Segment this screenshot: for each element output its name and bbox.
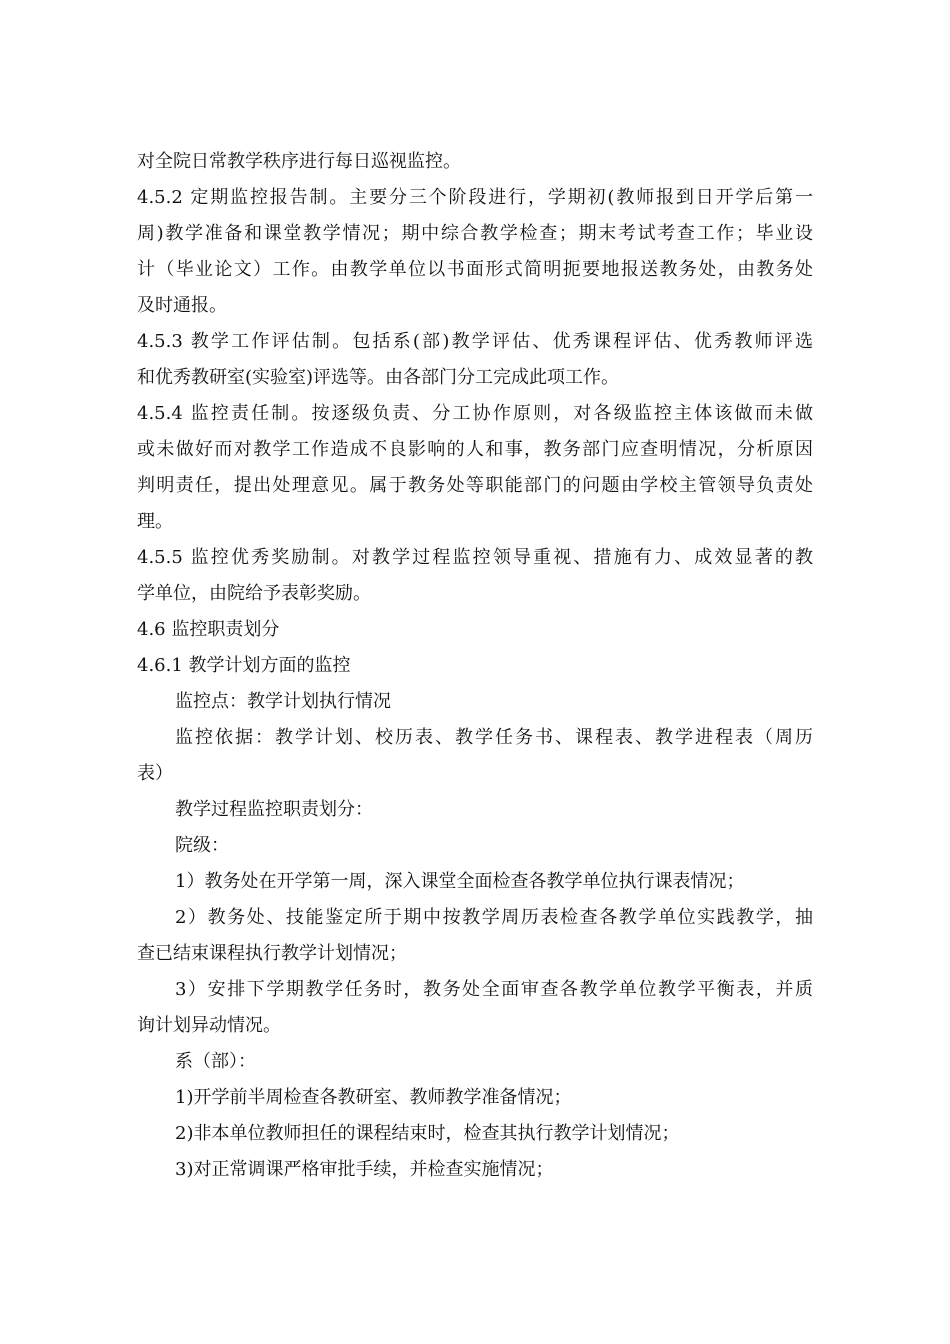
text-line	[137, 756, 813, 792]
text-line	[137, 828, 813, 864]
text-line-content: 1)开学前半周检查各教研室、教师教学准备情况；	[175, 1087, 572, 1108]
text-line	[137, 468, 813, 504]
text-line-content: 4.5.3 教学工作评估制。包括系(部)教学评估、优秀课程评估、优秀教师评选	[137, 331, 813, 352]
text-line	[137, 144, 813, 180]
text-line	[137, 396, 813, 432]
text-line	[137, 432, 813, 468]
text-line	[137, 1008, 813, 1044]
text-line-content: 周)教学准备和课堂教学情况；期中综合教学检查；期末考试考查工作；毕业设	[137, 223, 813, 244]
document-body	[137, 144, 813, 1188]
text-line	[137, 792, 813, 828]
text-line	[137, 252, 813, 288]
text-line-content: 3）安排下学期教学任务时，教务处全面审查各教学单位教学平衡表，并质	[175, 979, 813, 1000]
text-line-content: 学单位，由院给予表彰奖励。	[137, 583, 371, 604]
text-line	[137, 288, 813, 324]
text-line-content: 系（部）：	[175, 1051, 256, 1072]
text-line-content: 2）教务处、技能鉴定所于期中按教学周历表检查各教学单位实践教学，抽	[175, 907, 813, 928]
text-line-content: 监控依据：教学计划、校历表、教学任务书、课程表、教学进程表（周历	[175, 727, 813, 748]
text-line	[137, 1044, 813, 1080]
text-line-content: 3)对正常调课严格审批手续，并检查实施情况；	[175, 1159, 554, 1180]
text-line-content: 对全院日常教学秩序进行每日巡视监控。	[137, 151, 461, 172]
text-line-content: 查已结束课程执行教学计划情况；	[137, 943, 407, 964]
text-line-content: 院级：	[175, 835, 229, 856]
text-line-content: 理。	[137, 511, 173, 532]
text-line	[137, 684, 813, 720]
text-line-content: 监控点：教学计划执行情况	[175, 691, 391, 712]
text-line	[137, 900, 813, 936]
text-line	[137, 720, 813, 756]
text-line	[137, 360, 813, 396]
text-line	[137, 216, 813, 252]
text-line-content: 4.6 监控职责划分	[137, 619, 280, 640]
text-line	[137, 936, 813, 972]
text-line	[137, 1116, 813, 1152]
text-line-content: 计（毕业论文）工作。由教学单位以书面形式简明扼要地报送教务处，由教务处	[137, 259, 813, 280]
text-line-content: 表）	[137, 763, 173, 784]
text-line-content: 及时通报。	[137, 295, 227, 316]
text-line	[137, 180, 813, 216]
text-line-content: 4.5.4 监控责任制。按逐级负责、分工协作原则，对各级监控主体该做而未做	[137, 403, 813, 424]
text-line-content: 教学过程监控职责划分：	[175, 799, 373, 820]
text-line-content: 4.6.1 教学计划方面的监控	[137, 655, 351, 676]
text-line	[137, 1152, 813, 1188]
text-line-content: 4.5.5 监控优秀奖励制。对教学过程监控领导重视、措施有力、成效显著的教	[137, 547, 813, 568]
text-line-content: 2)非本单位教师担任的课程结束时，检查其执行教学计划情况；	[175, 1123, 680, 1144]
text-line	[137, 576, 813, 612]
text-line	[137, 972, 813, 1008]
text-line	[137, 504, 813, 540]
text-line-content: 判明责任，提出处理意见。属于教务处等职能部门的问题由学校主管领导负责处	[137, 475, 813, 496]
text-line	[137, 612, 813, 648]
text-line-content: 4.5.2 定期监控报告制。主要分三个阶段进行，学期初(教师报到日开学后第一	[137, 187, 813, 208]
text-line	[137, 1080, 813, 1116]
text-line	[137, 540, 813, 576]
text-line-content: 1）教务处在开学第一周，深入课堂全面检查各教学单位执行课表情况；	[175, 871, 745, 892]
text-line-content: 或未做好而对教学工作造成不良影响的人和事，教务部门应查明情况，分析原因	[137, 439, 813, 460]
text-line	[137, 864, 813, 900]
text-line	[137, 648, 813, 684]
text-line-content: 询计划异动情况。	[137, 1015, 281, 1036]
text-line-content: 和优秀教研室(实验室)评选等。由各部门分工完成此项工作。	[137, 367, 620, 388]
text-line	[137, 324, 813, 360]
